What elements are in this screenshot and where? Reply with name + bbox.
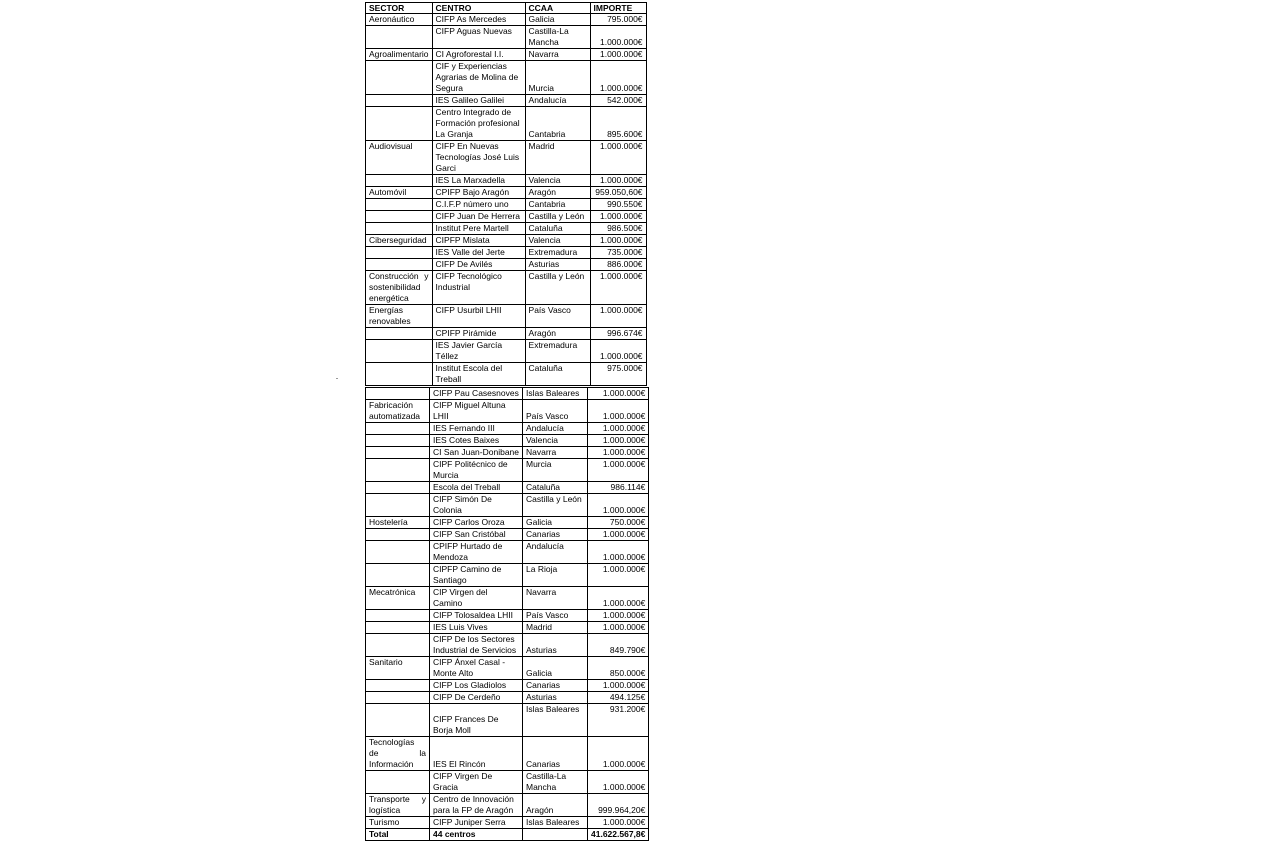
- cell-importe: 1.000.000€: [588, 435, 649, 447]
- stray-mark: [336, 378, 338, 379]
- cell-sector: Sanitario: [366, 657, 430, 680]
- cell-ccaa: Aragón: [525, 328, 590, 340]
- cell-importe: 1.000.000€: [590, 235, 646, 247]
- cell-ccaa: Murcia: [523, 459, 588, 482]
- table-row: [366, 657, 649, 680]
- cell-ccaa: Galicia: [523, 657, 588, 680]
- cell-sector: Mecatrónica: [366, 587, 430, 610]
- cell-ccaa: Asturias: [523, 692, 588, 704]
- cell-importe: 1.000.000€: [590, 305, 646, 328]
- table-row: [366, 199, 647, 211]
- cell-centro: CIF y Experiencias Agrarias de Molina de Segura: [432, 61, 525, 95]
- cell-centro: CIFP Frances De Borja Moll: [430, 704, 523, 737]
- funding-table-part-2: [365, 387, 649, 841]
- header-ccaa: CCAA: [525, 3, 590, 14]
- cell-centro: CIFP As Mercedes: [432, 14, 525, 26]
- cell-centro: C.I.F.P número uno: [432, 199, 525, 211]
- header-importe: IMPORTE: [590, 3, 646, 14]
- cell-ccaa: Castilla y León: [525, 211, 590, 223]
- cell-ccaa: Navarra: [523, 587, 588, 610]
- cell-importe: 1.000.000€: [590, 340, 646, 363]
- cell-importe: 1.000.000€: [588, 423, 649, 435]
- cell-ccaa: Cataluña: [525, 363, 590, 386]
- cell-ccaa: Galicia: [525, 14, 590, 26]
- cell-importe: 990.550€: [590, 199, 646, 211]
- cell-ccaa: La Rioja: [523, 564, 588, 587]
- cell-sector: [366, 541, 430, 564]
- table-row: [366, 305, 647, 328]
- cell-ccaa: Islas Baleares: [523, 388, 588, 400]
- total-centros: 44 centros: [430, 829, 523, 841]
- cell-ccaa: País Vasco: [525, 305, 590, 328]
- cell-importe: 986.114€: [588, 482, 649, 494]
- cell-ccaa: Asturias: [523, 634, 588, 657]
- cell-ccaa: Madrid: [525, 141, 590, 175]
- cell-sector: [366, 529, 430, 541]
- cell-importe: 996.674€: [590, 328, 646, 340]
- cell-ccaa: Madrid: [523, 622, 588, 634]
- cell-sector: [366, 771, 430, 794]
- cell-ccaa: Murcia: [525, 61, 590, 95]
- cell-ccaa: Valencia: [523, 435, 588, 447]
- cell-centro: CIPFP Camino de Santiago: [430, 564, 523, 587]
- table-row: [366, 107, 647, 141]
- cell-importe: 1.000.000€: [588, 541, 649, 564]
- table-row: [366, 423, 649, 435]
- table-row: [366, 435, 649, 447]
- cell-centro: CIFP De Avilés: [432, 259, 525, 271]
- cell-centro: CIFP Juniper Serra: [430, 817, 523, 829]
- table-row: [366, 494, 649, 517]
- cell-sector: [366, 435, 430, 447]
- total-ccaa: [523, 829, 588, 841]
- cell-sector: [366, 328, 433, 340]
- cell-sector: [366, 459, 430, 482]
- cell-sector: [366, 494, 430, 517]
- cell-centro: CIFP Miguel Altuna LHII: [430, 400, 523, 423]
- cell-sector: Turismo: [366, 817, 430, 829]
- cell-importe: 1.000.000€: [588, 447, 649, 459]
- cell-sector: Energías renovables: [366, 305, 433, 328]
- cell-importe: 494.125€: [588, 692, 649, 704]
- cell-ccaa: Castilla-La Mancha: [525, 26, 590, 49]
- cell-ccaa: País Vasco: [523, 610, 588, 622]
- cell-centro: IES El Rincón: [430, 737, 523, 771]
- cell-importe: 1.000.000€: [588, 817, 649, 829]
- table-row: [366, 564, 649, 587]
- table-row: [366, 49, 647, 61]
- table-row: [366, 794, 649, 817]
- cell-sector: [366, 61, 433, 95]
- cell-sector: [366, 199, 433, 211]
- cell-centro: Institut Pere Martell: [432, 223, 525, 235]
- table-row: [366, 141, 647, 175]
- cell-sector: Ciberseguridad: [366, 235, 433, 247]
- cell-centro: CIP Virgen del Camino: [430, 587, 523, 610]
- cell-ccaa: Castilla y León: [523, 494, 588, 517]
- header-row: [366, 3, 647, 14]
- cell-importe: 1.000.000€: [588, 737, 649, 771]
- cell-sector: Tecnologías de la Información: [366, 737, 430, 771]
- table-row: [366, 328, 647, 340]
- table-row: [366, 704, 649, 737]
- cell-importe: 1.000.000€: [590, 141, 646, 175]
- cell-importe: 850.000€: [588, 657, 649, 680]
- cell-importe: 1.000.000€: [590, 271, 646, 305]
- cell-ccaa: Galicia: [523, 517, 588, 529]
- cell-ccaa: Cantabria: [525, 107, 590, 141]
- cell-ccaa: País Vasco: [523, 400, 588, 423]
- cell-centro: CIFP Simón De Colonia: [430, 494, 523, 517]
- table-row: [366, 541, 649, 564]
- cell-centro: CPIFP Pirámide: [432, 328, 525, 340]
- cell-importe: 886.000€: [590, 259, 646, 271]
- table-row: [366, 737, 649, 771]
- cell-centro: CI Agroforestal I.I.: [432, 49, 525, 61]
- total-label: Total: [366, 829, 430, 841]
- cell-importe: 1.000.000€: [588, 400, 649, 423]
- cell-ccaa: Islas Baleares: [523, 817, 588, 829]
- cell-sector: [366, 95, 433, 107]
- table-row: [366, 610, 649, 622]
- table-row: [366, 817, 649, 829]
- cell-importe: 1.000.000€: [588, 564, 649, 587]
- cell-sector: [366, 692, 430, 704]
- cell-importe: 849.790€: [588, 634, 649, 657]
- table-row: [366, 235, 647, 247]
- cell-ccaa: Cantabria: [525, 199, 590, 211]
- cell-importe: 986.500€: [590, 223, 646, 235]
- cell-importe: 895.600€: [590, 107, 646, 141]
- cell-centro: CIFP Tecnológico Industrial: [432, 271, 525, 305]
- cell-sector: [366, 680, 430, 692]
- table-row: [366, 388, 649, 400]
- table-row: [366, 14, 647, 26]
- cell-centro: Institut Escola del Treball: [432, 363, 525, 386]
- cell-sector: [366, 259, 433, 271]
- cell-centro: IES Valle del Jerte: [432, 247, 525, 259]
- cell-centro: CI San Juan-Donibane: [430, 447, 523, 459]
- cell-sector: [366, 622, 430, 634]
- cell-sector: [366, 564, 430, 587]
- cell-importe: 1.000.000€: [590, 175, 646, 187]
- cell-ccaa: Islas Baleares: [523, 704, 588, 737]
- total-row: [366, 829, 649, 841]
- cell-centro: CIFP De Cerdeño: [430, 692, 523, 704]
- cell-sector: Aeronáutico: [366, 14, 433, 26]
- cell-importe: 1.000.000€: [588, 388, 649, 400]
- cell-ccaa: Aragón: [523, 794, 588, 817]
- header-centro: CENTRO: [432, 3, 525, 14]
- cell-importe: 1.000.000€: [588, 494, 649, 517]
- cell-centro: CIFP Los Gladiolos: [430, 680, 523, 692]
- cell-sector: [366, 388, 430, 400]
- header-sector: SECTOR: [366, 3, 433, 14]
- cell-sector: [366, 107, 433, 141]
- cell-centro: CIFP Aguas Nuevas: [432, 26, 525, 49]
- cell-centro: CIFP Carlos Oroza: [430, 517, 523, 529]
- cell-ccaa: Castilla y León: [525, 271, 590, 305]
- cell-sector: [366, 610, 430, 622]
- cell-centro: CIFP Tolosaldea LHII: [430, 610, 523, 622]
- table-row: [366, 271, 647, 305]
- table-row: [366, 187, 647, 199]
- cell-sector: Agroalimentario: [366, 49, 433, 61]
- cell-centro: CIFP Usurbil LHII: [432, 305, 525, 328]
- table-row: [366, 692, 649, 704]
- cell-ccaa: Andalucía: [525, 95, 590, 107]
- table-row: [366, 517, 649, 529]
- cell-ccaa: Extremadura: [525, 247, 590, 259]
- table-row: [366, 259, 647, 271]
- cell-sector: [366, 447, 430, 459]
- cell-ccaa: Canarias: [523, 529, 588, 541]
- cell-importe: 1.000.000€: [588, 587, 649, 610]
- table-row: [366, 529, 649, 541]
- cell-centro: CIFP En Nuevas Tecnologías José Luis Garci: [432, 141, 525, 175]
- table-row: [366, 247, 647, 259]
- cell-importe: 1.000.000€: [590, 49, 646, 61]
- table-row: [366, 400, 649, 423]
- cell-centro: CIFP Pau Casesnoves: [430, 388, 523, 400]
- table-row: [366, 447, 649, 459]
- cell-ccaa: Navarra: [525, 49, 590, 61]
- table-row: [366, 680, 649, 692]
- cell-sector: [366, 247, 433, 259]
- cell-sector: [366, 482, 430, 494]
- cell-importe: 1.000.000€: [590, 61, 646, 95]
- cell-sector: Construcción y sostenibilidad energética: [366, 271, 433, 305]
- cell-importe: 1.000.000€: [590, 211, 646, 223]
- cell-importe: 975.000€: [590, 363, 646, 386]
- cell-centro: CIPFP Mislata: [432, 235, 525, 247]
- table-row: [366, 634, 649, 657]
- cell-importe: 795.000€: [590, 14, 646, 26]
- cell-sector: [366, 340, 433, 363]
- cell-centro: CIFP San Cristóbal: [430, 529, 523, 541]
- cell-centro: CPIFP Hurtado de Mendoza: [430, 541, 523, 564]
- table-row: [366, 482, 649, 494]
- total-importe: 41.622.567,8€: [588, 829, 649, 841]
- cell-importe: 750.000€: [588, 517, 649, 529]
- table-row: [366, 363, 647, 386]
- cell-importe: 1.000.000€: [588, 459, 649, 482]
- cell-ccaa: Navarra: [523, 447, 588, 459]
- cell-importe: 959.050,60€: [590, 187, 646, 199]
- cell-centro: Centro de Innovación para la FP de Aragón: [430, 794, 523, 817]
- table-row: [366, 459, 649, 482]
- cell-ccaa: Canarias: [523, 680, 588, 692]
- cell-centro: CIFP Ánxel Casal - Monte Alto: [430, 657, 523, 680]
- cell-sector: [366, 363, 433, 386]
- cell-centro: IES Cotes Baixes: [430, 435, 523, 447]
- cell-sector: Hostelería: [366, 517, 430, 529]
- cell-ccaa: Castilla-La Mancha: [523, 771, 588, 794]
- cell-sector: Transporte y logística: [366, 794, 430, 817]
- cell-importe: 1.000.000€: [588, 771, 649, 794]
- table-row: [366, 61, 647, 95]
- cell-centro: IES La Marxadella: [432, 175, 525, 187]
- cell-ccaa: Cataluña: [523, 482, 588, 494]
- cell-sector: [366, 423, 430, 435]
- cell-centro: Centro Integrado de Formación profesional La Granja: [432, 107, 525, 141]
- table-row: [366, 211, 647, 223]
- cell-importe: 1.000.000€: [588, 622, 649, 634]
- cell-importe: 542.000€: [590, 95, 646, 107]
- cell-sector: Automóvil: [366, 187, 433, 199]
- cell-ccaa: Asturias: [525, 259, 590, 271]
- cell-ccaa: Cataluña: [525, 223, 590, 235]
- table-row: [366, 223, 647, 235]
- cell-ccaa: Extremadura: [525, 340, 590, 363]
- cell-importe: 735.000€: [590, 247, 646, 259]
- cell-centro: CIFP De los Sectores Industrial de Servicios: [430, 634, 523, 657]
- cell-ccaa: Valencia: [525, 235, 590, 247]
- cell-importe: 1.000.000€: [588, 610, 649, 622]
- cell-sector: [366, 223, 433, 235]
- cell-centro: Escola del Treball: [430, 482, 523, 494]
- cell-centro: CIFP Juan De Herrera: [432, 211, 525, 223]
- cell-centro: IES Luis Vives: [430, 622, 523, 634]
- cell-centro: IES Javier García Téllez: [432, 340, 525, 363]
- table-row: [366, 340, 647, 363]
- cell-importe: 999.964,20€: [588, 794, 649, 817]
- funding-table-part-1: [365, 2, 647, 386]
- cell-sector: Fabricación automatizada: [366, 400, 430, 423]
- cell-ccaa: Andalucía: [523, 541, 588, 564]
- cell-ccaa: Canarias: [523, 737, 588, 771]
- cell-centro: CIFP Virgen De Gracia: [430, 771, 523, 794]
- cell-ccaa: Andalucía: [523, 423, 588, 435]
- cell-sector: [366, 634, 430, 657]
- cell-ccaa: Aragón: [525, 187, 590, 199]
- table-row: [366, 587, 649, 610]
- cell-sector: [366, 704, 430, 737]
- cell-importe: 931.200€: [588, 704, 649, 737]
- cell-importe: 1.000.000€: [588, 529, 649, 541]
- cell-centro: CIPF Politécnico de Murcia: [430, 459, 523, 482]
- cell-centro: CPIFP Bajo Aragón: [432, 187, 525, 199]
- cell-centro: IES Galileo Galilei: [432, 95, 525, 107]
- table-row: [366, 175, 647, 187]
- cell-sector: [366, 26, 433, 49]
- cell-centro: IES Fernando III: [430, 423, 523, 435]
- cell-sector: [366, 175, 433, 187]
- table-row: [366, 26, 647, 49]
- table-row: [366, 622, 649, 634]
- cell-importe: 1.000.000€: [588, 680, 649, 692]
- cell-sector: Audiovisual: [366, 141, 433, 175]
- table-row: [366, 95, 647, 107]
- table-row: [366, 771, 649, 794]
- cell-sector: [366, 211, 433, 223]
- cell-importe: 1.000.000€: [590, 26, 646, 49]
- cell-ccaa: Valencia: [525, 175, 590, 187]
